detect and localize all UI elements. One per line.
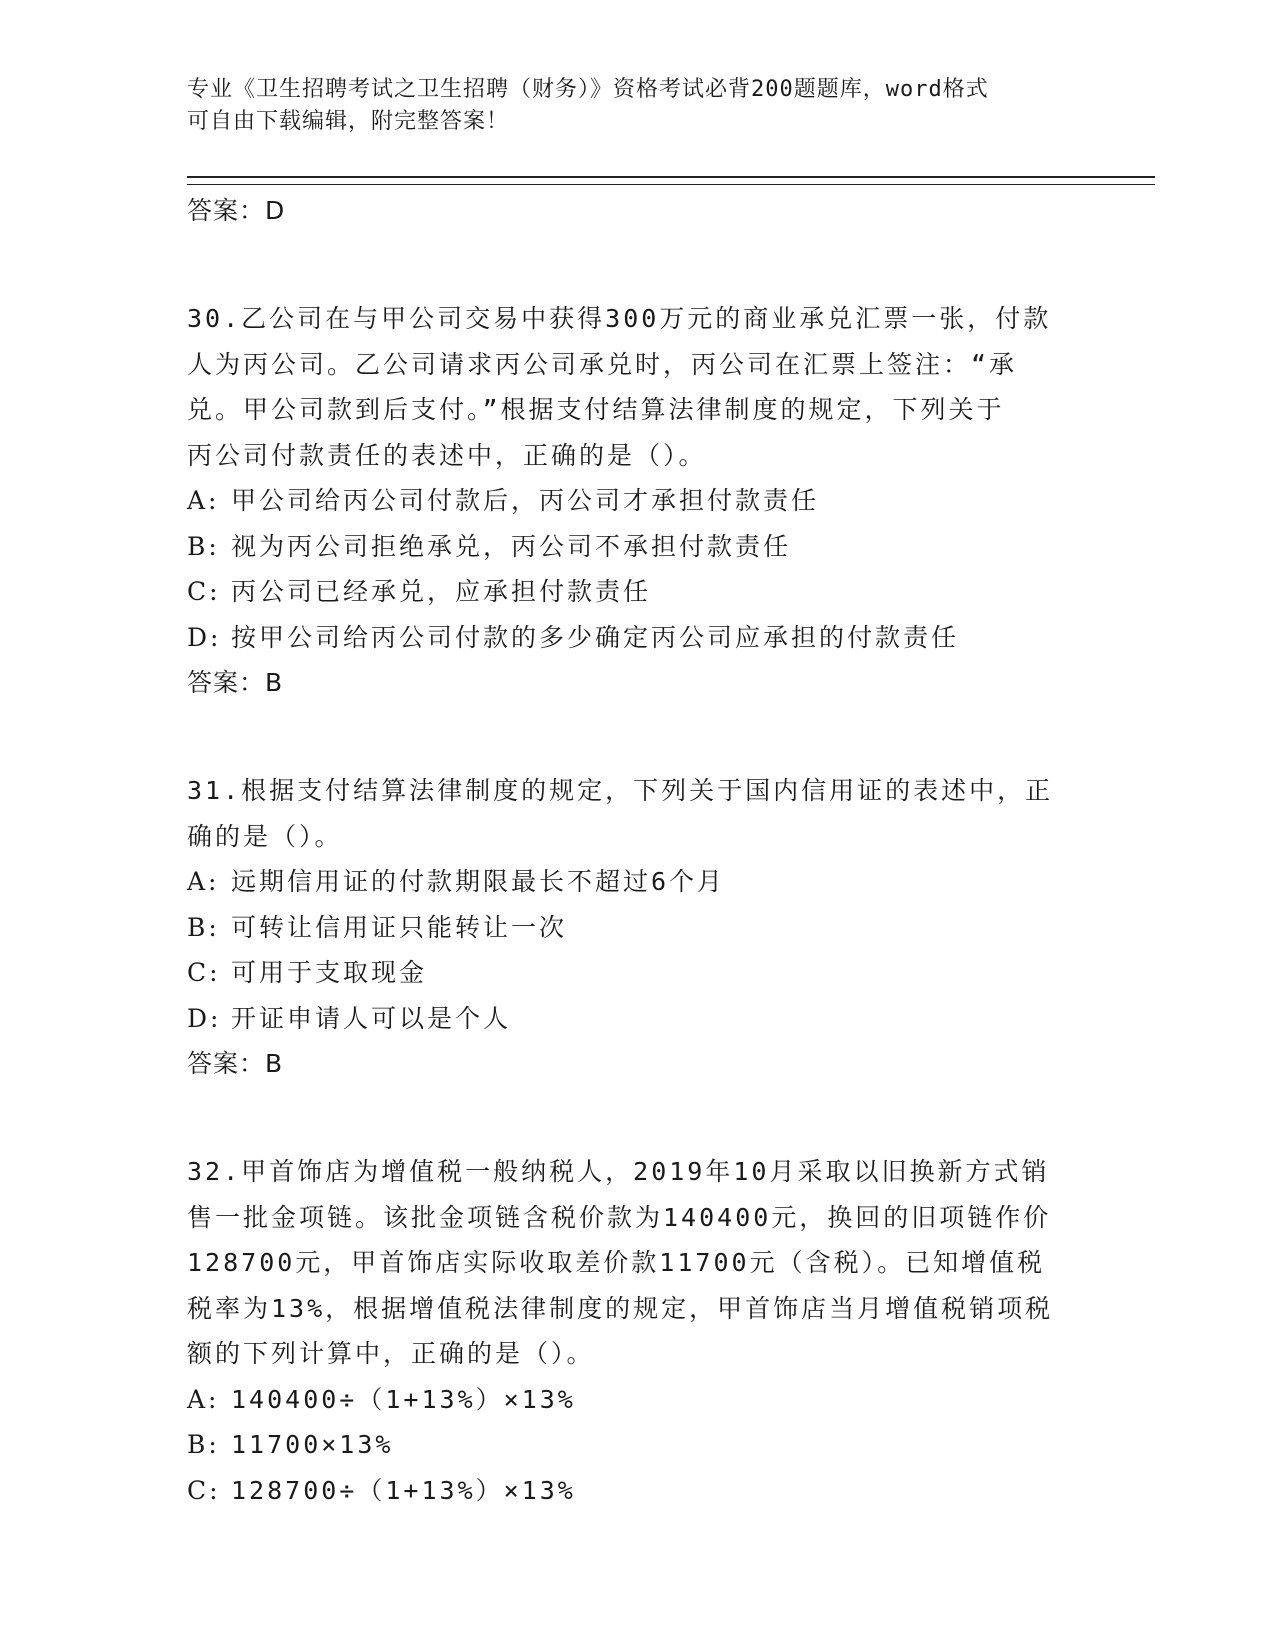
- question-text: 32.甲首饰店为增值税一般纳税人，2019年10月采取以旧换新方式销 售一批金项链。该批金项链含税价款为140400元，换回的旧项链作价 128700元，甲首饰店实际收取差价款11700元（含税）。已知增值税 税率为13%，根据增值税法律制度的规定，甲首饰店当月增值税销项税 额的下列计算中，正确的是（）。: [187, 1157, 1054, 1368]
- option-d: [187, 996, 1087, 1042]
- option-c: [187, 950, 1087, 996]
- option-text: 甲公司给丙公司付款后，丙公司才承担付款责任: [231, 486, 820, 515]
- option-text: 可转让信用证只能转让一次: [231, 912, 568, 942]
- option-key: B:: [187, 912, 220, 942]
- question-30: [187, 296, 1087, 706]
- answer: 答案：B: [187, 668, 284, 697]
- option-text: 128700÷（1+13%）×13%: [231, 1475, 576, 1505]
- option-text: 远期信用证的付款期限最长不超过6个月: [231, 867, 726, 896]
- option-c: [187, 1468, 1087, 1514]
- option-text: 140400÷（1+13%）×13%: [231, 1384, 576, 1414]
- option-list: [187, 478, 1087, 660]
- option-b: [187, 1422, 1087, 1468]
- option-key: C:: [187, 1475, 221, 1505]
- option-b: [187, 905, 1087, 951]
- option-key: C:: [187, 577, 221, 606]
- option-text: 可用于支取现金: [231, 958, 428, 987]
- question-text: 30.乙公司在与甲公司交易中获得300万元的商业承兑汇票一张，付款 人为丙公司。乙公司请求丙公司承兑时，丙公司在汇票上签注：“承 兑。甲公司款到后支付。”根据支付结算法律制度的规定，下列关于 丙公司付款责任的表述中，正确的是（）。: [187, 304, 1052, 470]
- option-c: [187, 569, 1087, 615]
- question-text: 31.根据支付结算法律制度的规定，下列关于国内信用证的表述中，正 确的是（）。: [187, 776, 1054, 851]
- page-header: [187, 74, 1067, 138]
- question-31: [187, 768, 1087, 1087]
- option-key: A:: [187, 486, 220, 515]
- option-key: A:: [187, 1384, 220, 1414]
- option-text: 丙公司已经承兑，应承担付款责任: [231, 577, 652, 606]
- option-a: [187, 859, 1087, 905]
- document-body: [187, 188, 1087, 1513]
- option-key: B:: [187, 531, 220, 561]
- option-text: 视为丙公司拒绝承兑，丙公司不承担付款责任: [231, 531, 792, 561]
- option-text: 按甲公司给丙公司付款的多少确定丙公司应承担的付款责任: [231, 622, 960, 652]
- header-title-line-1: 专业《卫生招聘考试之卫生招聘（财务）》资格考试必背200题题库，word格式: [187, 77, 989, 102]
- option-list: [187, 859, 1087, 1041]
- option-key: D:: [187, 622, 222, 652]
- option-a: [187, 1377, 1087, 1423]
- header-divider: [187, 176, 1155, 185]
- question-32: [187, 1149, 1087, 1513]
- answer: 答案：B: [187, 1049, 284, 1078]
- header-title-line-2: 可自由下载编辑，附完整答案！: [187, 109, 510, 134]
- option-b: [187, 524, 1087, 570]
- option-text: 11700×13%: [231, 1430, 394, 1459]
- option-list: [187, 1377, 1087, 1514]
- option-d: [187, 615, 1087, 661]
- option-key: D:: [187, 1003, 222, 1033]
- option-key: A:: [187, 867, 220, 896]
- option-key: C:: [187, 958, 221, 987]
- option-text: 开证申请人可以是个人: [231, 1003, 512, 1033]
- answer-previous-question: 答案：D: [187, 196, 286, 225]
- option-a: [187, 478, 1087, 524]
- option-key: B:: [187, 1430, 220, 1459]
